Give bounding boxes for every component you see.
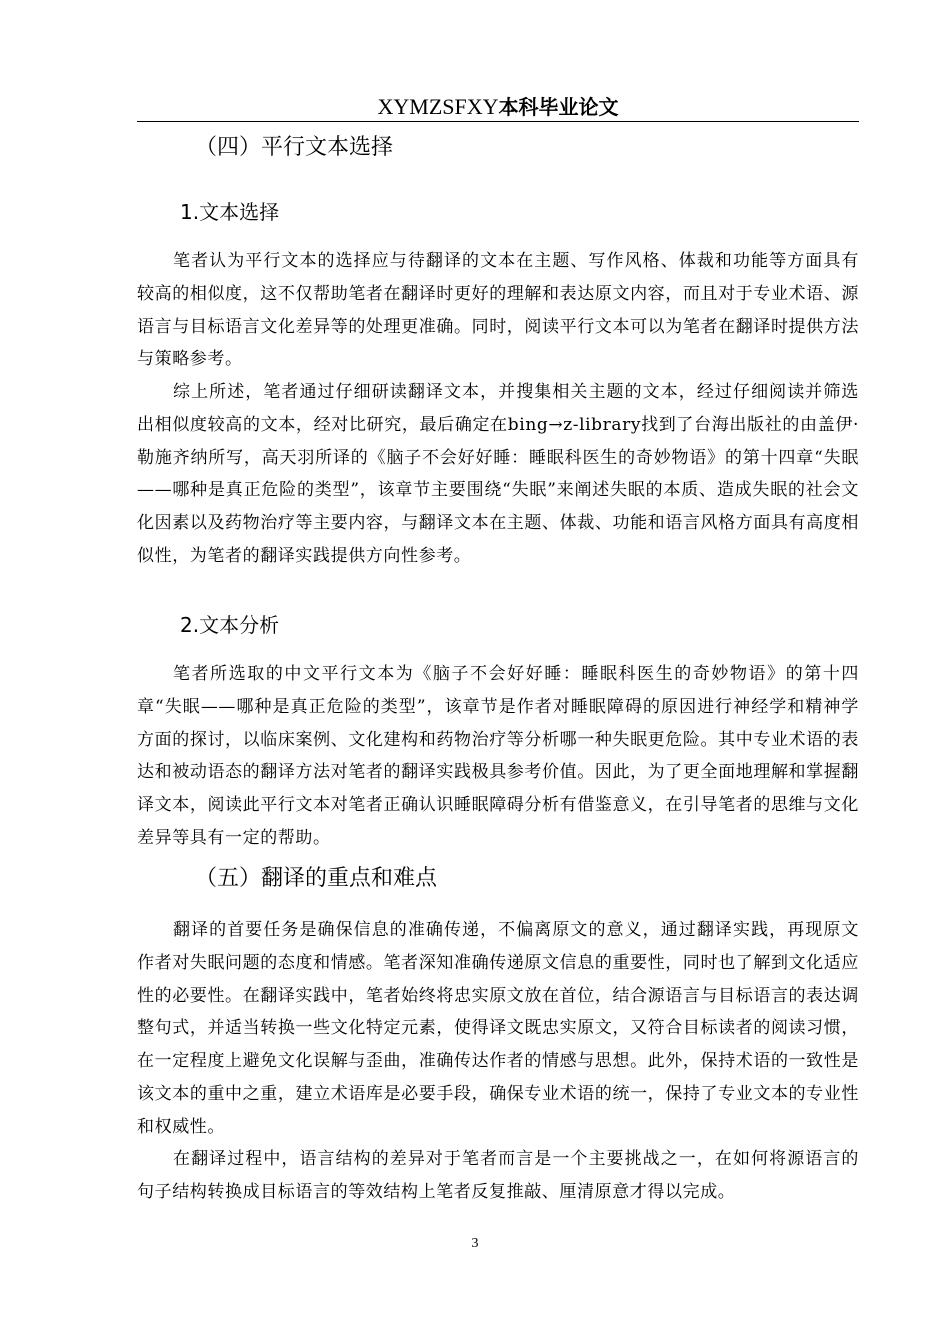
header-label: 本科毕业论文: [498, 95, 619, 119]
paragraph-key-points-1: 翻译的首要任务是确保信息的准确传递，不偏离原文的意义，通过翻译实践，再现原文作者对失眠问题的态度和情感。笔者深知准确传递原文信息的重要性，同时也了解到文化适应性的必要性。在翻译实践中，笔者始终将忠实原文放在首位，结合源语言与目标语言的表达调整句式，并适当转换一些文化特定元素，使得译文既忠实原文，又符合目标读者的阅读习惯，在一定程度上避免文化误解与歪曲，准确传达作者的情感与思想。此外，保持术语的一致性是该文本的重中之重，建立术语库是必要手段，确保专业术语的统一，保持了专业文本的专业性和权威性。: [137, 920, 859, 1137]
paragraph-text-analysis: 笔者所选取的中文平行文本为《脑子不会好好睡：睡眠科医生的奇妙物语》的第十四章“失眠——哪种是真正危险的类型”，该章节是作者对睡眠障碍的原因进行神经学和精神学方面的探讨，以临床案例、文化建构和药物治疗等分析哪一种失眠更危险。其中专业术语的表达和被动语态的翻译方法对笔者的翻译实践极具参考价值。因此，为了更全面地理解和掌握翻译文本，阅读此平行文本对笔者正确认识睡眠障碍分析有借鉴意义，在引导笔者的思维与文化差异等具有一定的帮助。: [137, 664, 859, 848]
page-number: 3: [471, 1236, 479, 1251]
header-code: XYMZSFXY: [377, 94, 499, 119]
section-5-title: （五）翻译的重点和难点: [195, 866, 438, 891]
paragraph-text-selection-2: 综上所述，笔者通过仔细研读翻译文本，并搜集相关主题的文本，经过仔细阅读并筛选出相似度较高的文本，经对比研究，最后确定在bing→z-library找到了台海出版社的由盖伊·勒施齐纳所写，高天羽所译的《脑子不会好好睡：睡眠科医生的奇妙物语》的第十四章“失眠——哪种是真正危险的类型”，该章节主要围绕“失眠”来阐述失眠的本质、造成失眠的社会文化因素以及药物治疗等主要内容，与翻译文本在主题、体裁、功能和语言风格方面具有高度相似性，为笔者的翻译实践提供方向性参考。: [137, 382, 859, 566]
header-rule: [137, 121, 859, 122]
paragraph-key-points-2: 在翻译过程中，语言结构的差异对于笔者而言是一个主要挑战之一，在如何将源语言的句子结构转换成目标语言的等效结构上笔者反复推敲、厘清原意才得以完成。: [137, 1149, 859, 1202]
subsection-1-title: 1.文本选择: [180, 200, 280, 224]
subsection-2-title: 2.文本分析: [180, 613, 280, 637]
page-header: [137, 92, 859, 122]
paragraph-text-selection-1: 笔者认为平行文本的选择应与待翻译的文本在主题、写作风格、体裁和功能等方面具有较高的相似度，这不仅帮助笔者在翻译时更好的理解和表达原文内容，而且对于专业术语、源语言与目标语言文化差异等的处理更准确。同时，阅读平行文本可以为笔者在翻译时提供方法与策略参考。: [137, 251, 859, 370]
section-4-title: （四）平行文本选择: [195, 135, 394, 160]
